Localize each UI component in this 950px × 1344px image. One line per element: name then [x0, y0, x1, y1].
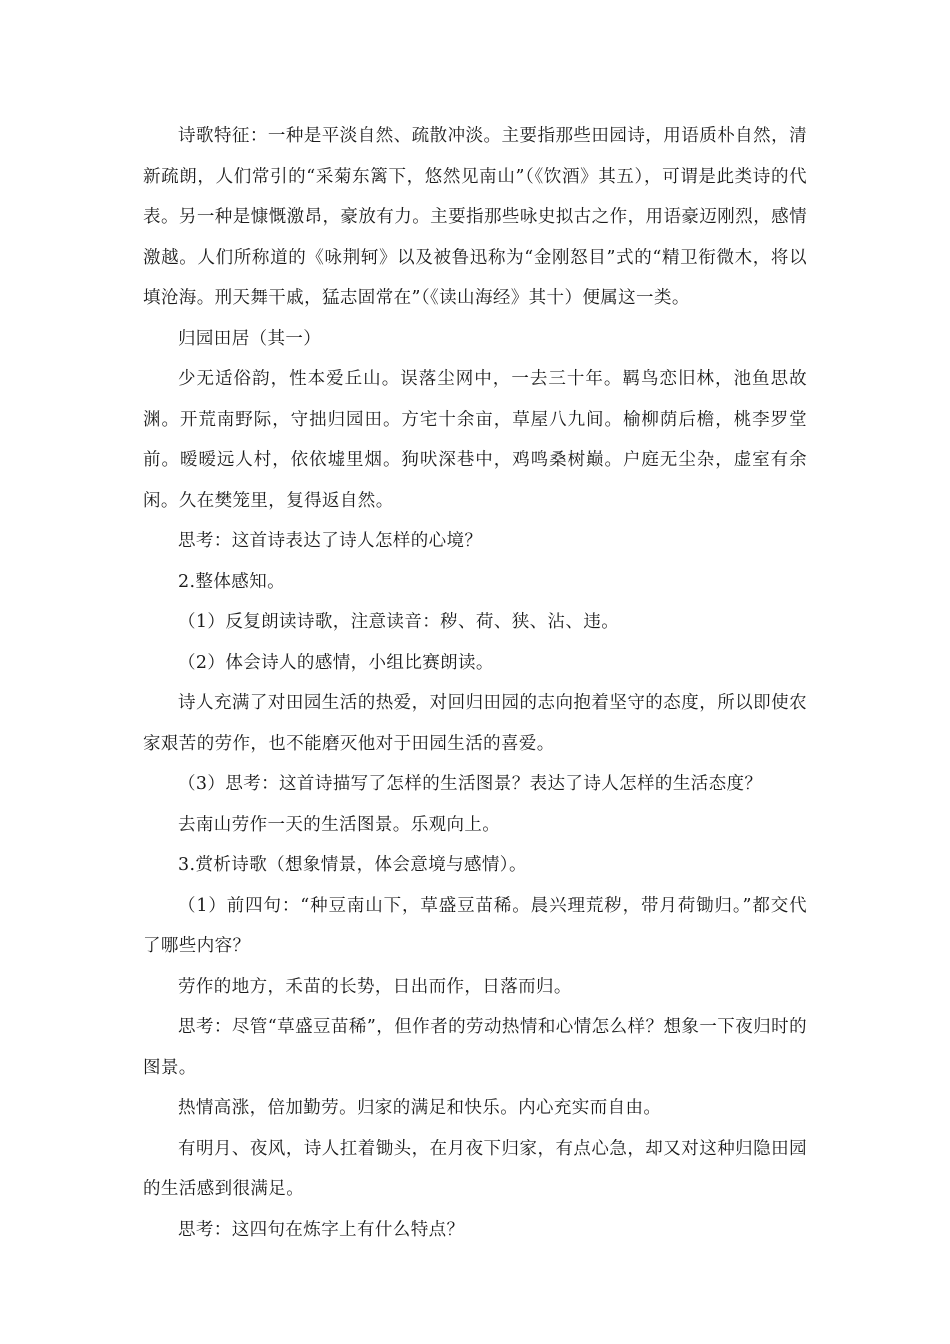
- document-page: [143, 116, 807, 1250]
- answer-scene: 去南山劳作一天的生活图景。乐观向上。: [178, 814, 501, 835]
- answer-feeling: 诗人充满了对田园生活的热爱，对回归田园的志向抱着坚守的态度，所以即使农家艰苦的劳作，也不能磨灭他对于田园生活的喜爱。: [143, 693, 807, 754]
- question-enthusiasm: 思考：尽管“草盛豆苗稀”，但作者的劳动热情和心情怎么样？想象一下夜归时的图景。: [143, 1017, 807, 1078]
- poem-title: 归园田居（其一）: [178, 328, 322, 349]
- item-feeling: （2）体会诗人的感情，小组比赛朗读。: [178, 652, 494, 673]
- paragraph-poetry-features: 诗歌特征：一种是平淡自然、疏散冲淡。主要指那些田园诗，用语质朴自然，清新疏朗，人们常引的“采菊东篱下，悠然见南山”（《饮酒》其五），可谓是此类诗的代表。另一种是慷慨激昂，豪放有力。主要指那些咏史拟古之作，用语豪迈刚烈，感情激越。人们所称道的《咏荆轲》以及被鲁迅称为“金刚怒目”式的“精卫衔微木，将以填沧海。刑天舞干戚，猛志固常在”（《读山海经》其十）便属这一类。: [143, 126, 807, 308]
- answer-first-four-lines: 劳作的地方，禾苗的长势，日出而作，日落而归。: [178, 976, 572, 997]
- section-heading-appreciation: 3.赏析诗歌（想象情景，体会意境与感情）。: [178, 855, 527, 875]
- question-word-choice: 思考：这四句在炼字上有什么特点？: [178, 1219, 465, 1240]
- question-mood: 思考：这首诗表达了诗人怎样的心境？: [178, 531, 483, 551]
- section-heading-overall: 2.整体感知。: [178, 571, 285, 592]
- item-question-scene: （3）思考：这首诗描写了怎样的生活图景？表达了诗人怎样的生活态度？: [178, 774, 763, 794]
- answer-night-return: 有明月、夜风，诗人扛着锄头，在月夜下归家，有点心急，却又对这种归隐田园的生活感到很满足。: [143, 1138, 807, 1199]
- item-reading: （1）反复朗读诗歌，注意读音：秽、荷、狭、沾、违。: [178, 612, 620, 632]
- answer-enthusiasm: 热情高涨，倍加勤劳。归家的满足和快乐。内心充实而自由。: [178, 1098, 662, 1118]
- poem-text: 少无适俗韵，性本爱丘山。误落尘网中，一去三十年。羁鸟恋旧林，池鱼思故渊。开荒南野际，守拙归园田。方宅十余亩，草屋八九间。榆柳荫后檐，桃李罗堂前。暧暧远人村，依依墟里烟。狗吠深巷中，鸡鸣桑树巅。户庭无尘杂，虚室有余闲。久在樊笼里，复得返自然。: [143, 369, 807, 511]
- item-first-four-lines: （1）前四句：“种豆南山下，草盛豆苗稀。晨兴理荒秽，带月荷锄归。”都交代了哪些内容？: [143, 895, 807, 956]
